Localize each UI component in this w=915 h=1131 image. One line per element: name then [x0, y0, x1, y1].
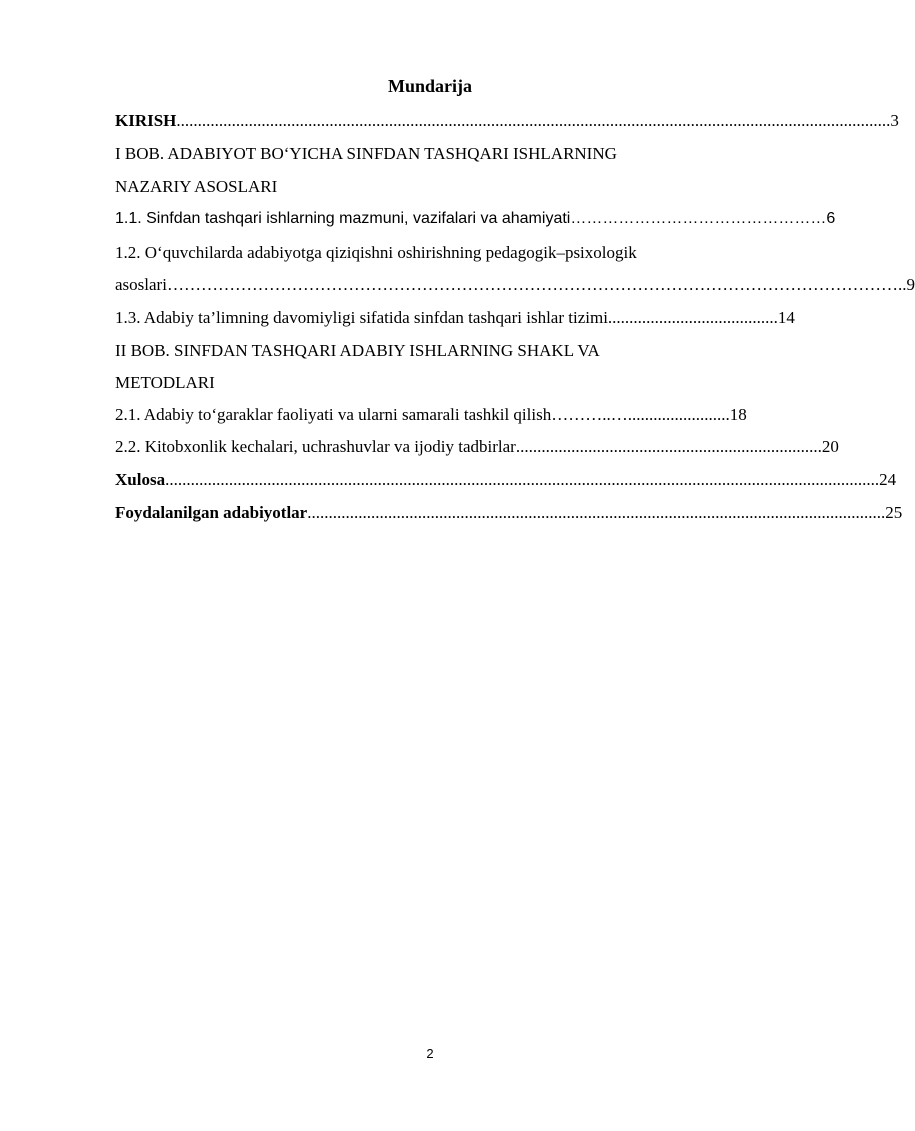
- toc-chapter-2-line-1: II BOB. SINFDAN TASHQARI ADABIY ISHLARNING SHAKL VA: [115, 341, 600, 360]
- toc-entry-xulosa: [115, 469, 897, 491]
- toc-entry-label: Foydalanilgan adabiyotlar: [115, 503, 308, 522]
- toc-page-number: 18: [729, 405, 747, 424]
- toc-page-number: 3: [890, 111, 899, 130]
- toc-leader-dots: ........................................................................................................................................................................: [176, 111, 891, 130]
- toc-entry-label: asoslari: [115, 275, 167, 294]
- page-number: 2: [426, 1046, 434, 1061]
- toc-entry-kirish: [115, 110, 899, 132]
- toc-leader-dots: ........................................................................: [515, 437, 822, 456]
- toc-chapter-1-line-2: NAZARIY ASOSLARI: [115, 177, 278, 196]
- toc-title: Mundarija: [387, 76, 472, 96]
- toc-leader-dots: …………………………………………: [570, 210, 827, 227]
- toc-leader-dots: ........................................: [607, 308, 778, 327]
- toc-page-number: 24: [879, 470, 897, 489]
- toc-entry-1-2-line-1: 1.2. O‘quvchilarda adabiyotga qiziqishni oshirishning pedagogik–psixologik: [115, 243, 637, 262]
- toc-entry-1-2-line-2: [115, 274, 915, 296]
- toc-entry-foydalanilgan: [115, 502, 903, 524]
- toc-entry-2-2: [115, 436, 839, 458]
- toc-page-number: 14: [777, 308, 795, 327]
- toc-chapter-2-line-2: METODLARI: [115, 373, 215, 392]
- toc-entry-2-1: [115, 404, 747, 426]
- toc-entry-1-3: [115, 307, 795, 329]
- toc-page-number: 25: [885, 503, 903, 522]
- toc-entry-label: 1.1. Sinfdan tashqari ishlarning mazmuni, vazifalari va ahamiyati: [115, 210, 571, 227]
- toc-entry-1-1: [115, 208, 836, 230]
- toc-leader-dots: …………………………………………………………………………………………………………………: [166, 275, 898, 294]
- toc-leader-dots: ........................................................................................................................................................................: [165, 470, 880, 489]
- toc-leader-dots: ........................................................................................................................................: [307, 503, 886, 522]
- toc-entry-label: KIRISH: [115, 111, 177, 130]
- toc-entry-label: 2.2. Kitobxonlik kechalari, uchrashuvlar va ijodiy tadbirlar: [115, 437, 516, 456]
- toc-page-number: 20: [821, 437, 839, 456]
- toc-entry-label: 1.3. Adabiy ta’limning davomiyligi sifatida sinfdan tashqari ishlar tizimi: [115, 308, 608, 327]
- toc-page-number: 6: [826, 210, 836, 227]
- toc-entry-label: 2.1. Adabiy to‘garaklar faoliyati va ularni samarali tashkil qilish: [115, 405, 552, 424]
- toc-leader-dots: ………..…........................: [551, 405, 730, 424]
- toc-page-number: ..9: [897, 275, 915, 294]
- toc-entry-label: Xulosa: [115, 470, 166, 489]
- toc-chapter-1-line-1: I BOB. ADABIYOT BO‘YICHA SINFDAN TASHQARI ISHLARNING: [115, 144, 617, 163]
